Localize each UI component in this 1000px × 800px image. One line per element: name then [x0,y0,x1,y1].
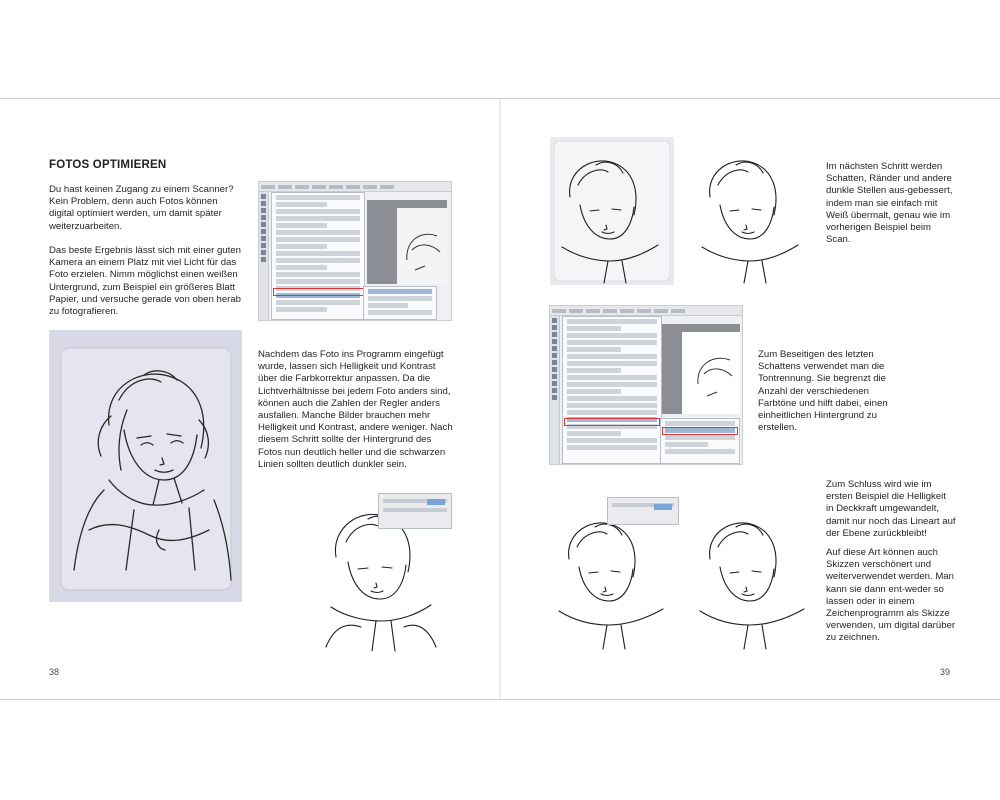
menu-bar-2 [550,306,742,316]
drawing-with-opacity-dialog [549,493,681,651]
book-gutter [499,99,501,699]
highlighted-menu-item-2 [564,418,660,426]
submenu-2 [660,418,740,464]
menu-bar [259,182,451,192]
color-correction-menu-screenshot [258,181,452,321]
highlighted-submenu-item [662,427,738,435]
brightness-contrast-paragraph: Nachdem das Foto ins Programm eingefügt wurde, lassen sich Helligkeit und Kontrast über die Farbkorrektur anpassen. Da die Lichtverhältnisse bei jedem Foto anders sind, können auch die Zahlen der Regler anders ausfallen. Manche Bilder brauchen mehr Helligkeit und Kontrast, andere weniger. Nach diesem Schritt sollte der Hintergrund des Fotos nun deutlich heller und die schwarzen Linien sollten deutlich dunkler sein. [258,349,453,470]
page-number-right: 39 [940,667,951,677]
page-number-left: 38 [49,667,60,677]
opacity-paragraph: Zum Schluss wird wie im ersten Beispiel die Helligkeit in Deckkraft umgewandelt, damit nur noch das Lineart auf der Ebene zurückbleibt! [826,479,956,539]
canvas-area-2 [662,324,740,414]
section-heading: FOTOS OPTIMIEREN [49,159,167,171]
intro-paragraph: Du hast keinen Zugang zu einem Scanner? Kein Problem, denn auch Fotos können digital optimiert werden, um damit später weiterzuarbeiten. [49,184,234,232]
drawing-after-cleanup [690,137,814,285]
photo-of-drawing [49,330,242,602]
cleanup-paragraph: Im nächsten Schritt werden Schatten, Ränder und andere dunkle Stellen aus-gebessert, indem man sie einfach mit Weiß übermalt, genau wie im vorherigen Beispiel beim Scan. [826,161,953,246]
book-spread [0,98,1000,700]
canvas-area [367,200,447,284]
final-lineart-drawing [690,493,818,651]
tool-palette [259,192,269,320]
posterize-paragraph: Zum Beseitigen des letzten Schattens verwendet man die Tontrennung. Sie begrenzt die Anzahl der verschiedenen Farbtöne und hilft dabei, einen einheitlichen Hintergrund zu erstellen. [758,349,888,434]
drawing-before-cleanup [550,137,674,285]
brightness-adjusted-drawing [316,487,452,653]
dropdown-menu [271,192,365,320]
opacity-dialog [607,497,679,525]
submenu [363,286,437,320]
tool-palette-2 [550,316,560,464]
posterize-menu-screenshot [549,305,743,465]
dropdown-menu-2 [562,316,662,464]
highlighted-menu-item [273,288,365,296]
camera-paragraph: Das beste Ergebnis lässt sich mit einer guten Kamera an einem Platz mit viel Licht für das Foto erzielen. Nimm möglichst einen weißen Untergrund, zum Beispiel ein größeres Blatt Papier, und versuche gerade von oben herab zu fotografieren. [49,245,242,318]
brightness-contrast-dialog [378,493,452,529]
sketch-paragraph: Auf diese Art können auch Skizzen verschönert und weiterverwendet werden. Man kann sie dann ent-weder so lassen oder in einem Zeichenprogramm als Skizze verwenden, um digital darüber zu zeichnen. [826,547,956,644]
